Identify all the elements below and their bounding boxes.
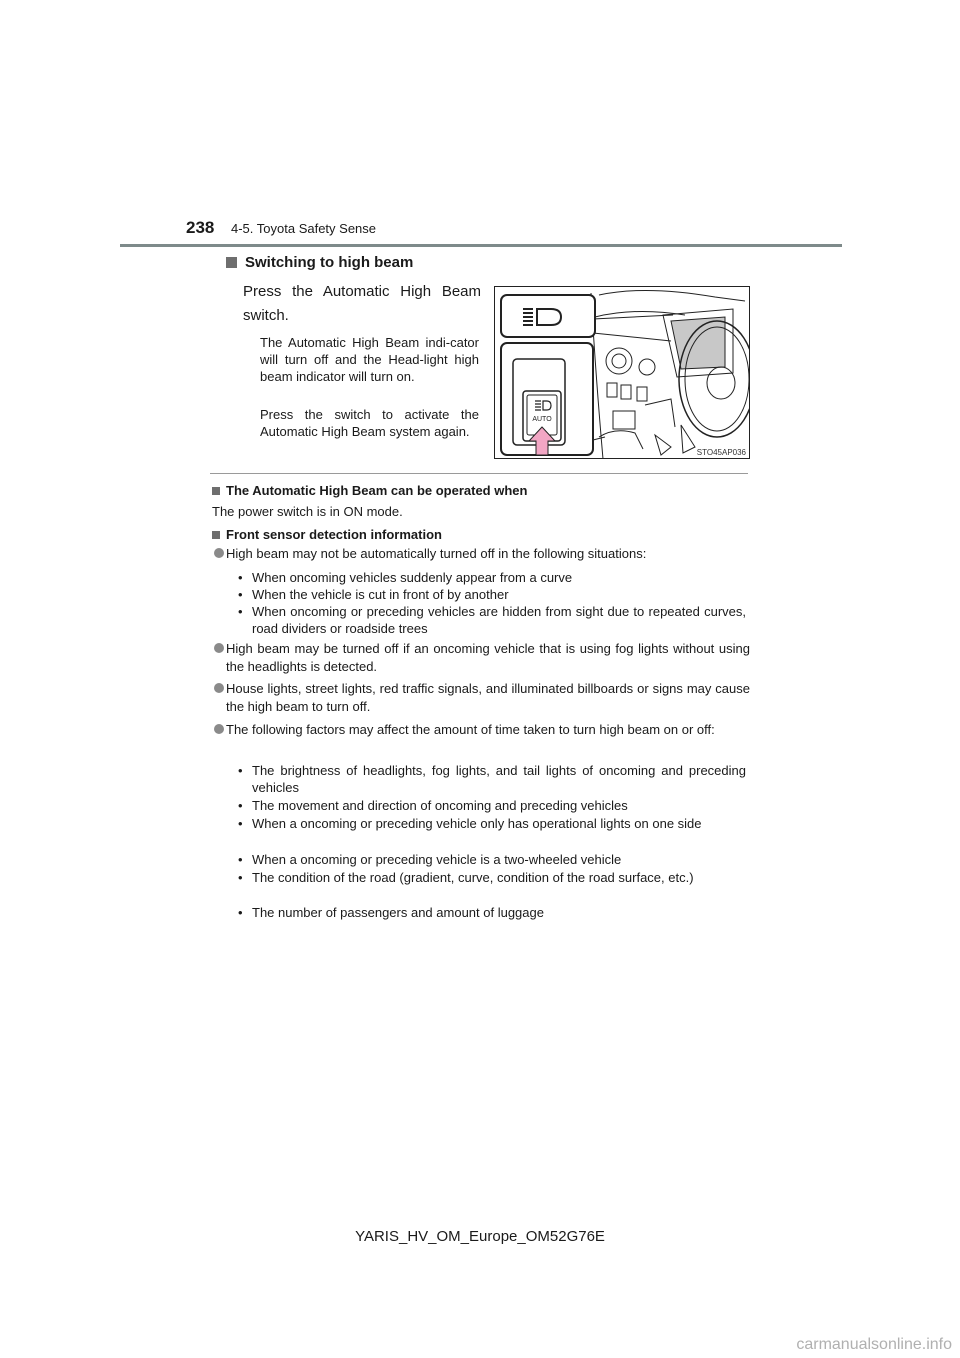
bullet-mark: • [238,798,243,813]
bullet-text: The following factors may affect the amount of time taken to turn high beam on or off: [226,722,715,737]
bullet-mark: • [238,604,243,619]
sub-text: When a oncoming or preceding vehicle is a two-wheeled vehicle [252,852,622,867]
sub-text: The number of passengers and amount of luggage [252,905,544,920]
bullet-text: High beam may be turned off if an oncoming vehicle that is using fog lights without using the headlights is detected. [226,641,750,674]
page-number: 238 [186,218,215,237]
dashboard-illustration [494,286,750,459]
section-title: 4-5. Toyota Safety Sense [231,221,377,236]
list-item [226,721,750,739]
sub-text: The brightness of headlights, fog lights, and tail lights of oncoming and preceding vehicles [252,763,746,795]
sub-text: The movement and direction of oncoming and preceding vehicles [252,798,628,813]
square-bullet-icon [212,487,220,495]
sensor-heading-row [212,527,752,542]
operate-heading [212,483,752,498]
bullet-mark: • [238,763,243,778]
bullet-mark: • [238,905,243,920]
illustration-code: STO45AP036 [696,448,746,457]
sensor-heading [212,527,752,542]
list-item [240,815,746,832]
bullet-mark: • [238,570,243,585]
section-divider [210,473,748,474]
bullet-dot-icon [214,548,224,558]
sub-text: When the vehicle is cut in front of by another [252,587,509,602]
bullet-dot-icon [214,724,224,734]
list-item [226,680,750,716]
sub-text: When a oncoming or preceding vehicle only has operational lights on one side [252,816,702,831]
list-item [240,586,746,603]
sub-text: When oncoming or preceding vehicles are hidden from sight due to repeated curves, road dividers or roadside trees [252,604,746,636]
list-item [240,603,746,637]
bullet-mark: • [238,816,243,831]
list-item [226,640,750,676]
bullet-text: House lights, street lights, red traffic signals, and illuminated billboards or signs may cause the high beam to turn off. [226,681,750,714]
bullet-mark: • [238,852,243,867]
header-rule [120,244,842,247]
list-item [240,904,746,921]
list-item [226,545,750,563]
heading-switching-high-beam [226,254,413,271]
watermark: carmanualsonline.info [796,1336,952,1353]
bullet-mark: • [238,870,243,885]
square-bullet-icon [226,257,237,268]
operate-text: The power switch is in ON mode. [212,504,403,519]
note-reactivate: Press the switch to activate the Automatic High Beam system again. [260,407,479,439]
sub-text: When oncoming vehicles suddenly appear from a curve [252,570,573,585]
square-bullet-icon [212,531,220,539]
list-item [240,762,746,796]
operate-block [212,483,752,519]
operate-heading-text: The Automatic High Beam can be operated when [226,483,528,498]
list-item [240,851,746,868]
instruction-text: Press the Automatic High Beam switch. [243,283,481,324]
sub-text: The condition of the road (gradient, curve, condition of the road surface, etc.) [252,870,694,885]
bullet-dot-icon [214,683,224,693]
list-item [240,797,746,814]
footer-doc-code: YARIS_HV_OM_Europe_OM52G76E [355,1228,605,1245]
bullet-mark: • [238,587,243,602]
bullet-text: High beam may not be automatically turned off in the following situations: [226,546,647,561]
list-item [240,569,746,586]
heading-text: Switching to high beam [245,254,414,271]
sensor-heading-text: Front sensor detection information [226,527,442,542]
bullet-dot-icon [214,643,224,653]
dashboard-drawing [495,287,750,459]
list-item [240,869,746,886]
switch-label: AUTO [532,416,552,423]
note-indicator: The Automatic High Beam indi-cator will turn off and the Head-light high beam indicator will turn on. [260,335,479,384]
